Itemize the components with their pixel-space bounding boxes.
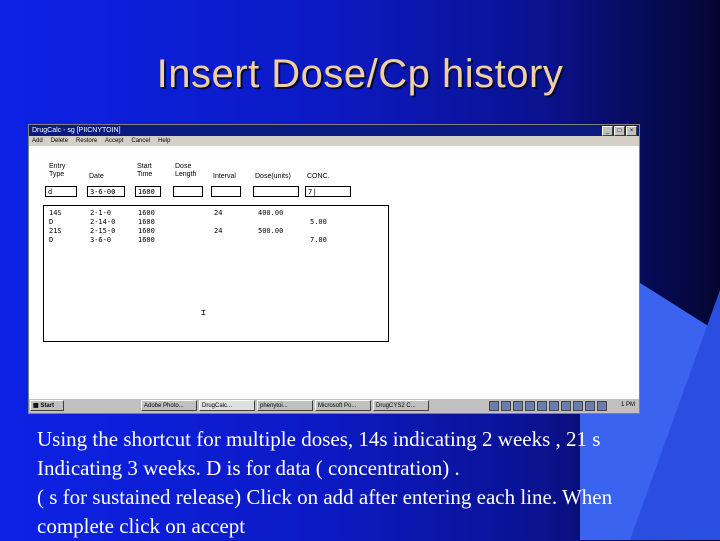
start-button[interactable] [30, 400, 64, 411]
dose-units-input[interactable] [253, 186, 299, 197]
row-interval: 24 [214, 227, 223, 235]
menu-restore[interactable]: Restore [76, 138, 98, 144]
row-conc: 5.00 [310, 218, 327, 226]
task-microsoft-powerpoint[interactable]: Microsoft Po... [315, 400, 371, 411]
tray-icon[interactable] [597, 401, 607, 411]
row-type: D [49, 218, 54, 226]
caption-line: Indicating 3 weeks. D is for data ( concentration) . [37, 456, 460, 480]
task-drugcys2[interactable]: DrugCYS2 C... [373, 400, 429, 411]
menu-accept[interactable]: Accept [105, 138, 124, 144]
start-label: Start [40, 403, 55, 409]
row-dose: 500.00 [258, 227, 284, 235]
tray-icon[interactable] [501, 401, 511, 411]
header-date: Date [89, 173, 104, 180]
menu-cancel[interactable]: Cancel [131, 138, 151, 144]
slide-caption [37, 425, 707, 541]
caption-line: Using the shortcut for multiple doses, 14s indicating 2 weeks , 21 s [37, 427, 601, 451]
history-list[interactable] [43, 205, 389, 342]
tray-icon[interactable] [561, 401, 571, 411]
conc-input[interactable]: 7| [305, 186, 351, 197]
taskbar-clock: 1 PM [620, 402, 635, 408]
task-drugcalc[interactable]: DrugCalc... [199, 400, 255, 411]
list-item[interactable] [44, 236, 388, 245]
slide-title: Insert Dose/Cp history [156, 52, 564, 96]
list-item[interactable] [44, 218, 388, 227]
text-cursor-icon: ⌶ [201, 308, 206, 317]
system-tray [489, 400, 607, 411]
window-controls [602, 126, 637, 136]
row-date: 2-15-0 [90, 227, 116, 235]
start-time-input[interactable]: 1600 [135, 186, 161, 197]
interval-input[interactable] [211, 186, 241, 197]
row-dose: 400.00 [258, 209, 284, 217]
header-conc: CONC. [307, 173, 330, 180]
tray-icon[interactable] [573, 401, 583, 411]
task-adobe-photoshop[interactable]: Adobe Photo... [141, 400, 197, 411]
maximize-button[interactable]: □ [614, 126, 625, 136]
window-title: DrugCalc - sg [PIICNYTOIN] [32, 127, 121, 134]
tray-icon[interactable] [525, 401, 535, 411]
header-start-time: Start Time [137, 163, 153, 178]
close-button[interactable]: × [626, 126, 637, 136]
windows-logo-icon: ▦ [33, 403, 39, 409]
header-entry-type: Entry Type [49, 163, 66, 178]
header-dose-length: Dose Length [175, 163, 197, 178]
row-type: 14S [49, 209, 62, 217]
list-item[interactable] [44, 227, 388, 236]
row-time: 1600 [138, 209, 155, 217]
tray-icon[interactable] [537, 401, 547, 411]
list-item[interactable] [44, 209, 388, 218]
header-dose-units: Dose(units) [255, 173, 291, 180]
row-conc: 7.00 [310, 236, 327, 244]
minimize-button[interactable]: _ [602, 126, 613, 136]
row-date: 3-6-0 [90, 236, 112, 244]
row-interval: 24 [214, 209, 223, 217]
windows-taskbar [29, 398, 639, 413]
row-type: D [49, 236, 54, 244]
tray-icon[interactable] [513, 401, 523, 411]
tray-icon[interactable] [585, 401, 595, 411]
dose-length-input[interactable] [173, 186, 203, 197]
caption-line: ( s for sustained release) Click on add after entering each line. When [37, 485, 613, 509]
row-time: 1600 [138, 218, 155, 226]
menu-help[interactable]: Help [158, 138, 171, 144]
row-date: 2-1-0 [90, 209, 112, 217]
row-type: 21S [49, 227, 62, 235]
date-input[interactable]: 3-6-00 [87, 186, 125, 197]
entry-type-input[interactable]: d [45, 186, 77, 197]
drugcalc-screenshot [28, 124, 640, 414]
row-date: 2-14-0 [90, 218, 116, 226]
header-interval: Interval [213, 173, 236, 180]
window-titlebar [29, 125, 639, 136]
tray-icon[interactable] [489, 401, 499, 411]
menu-add[interactable]: Add [32, 138, 43, 144]
row-time: 1600 [138, 236, 155, 244]
tray-icon[interactable] [549, 401, 559, 411]
caption-line: complete click on accept [37, 514, 246, 538]
menu-bar [29, 136, 639, 146]
menu-delete[interactable]: Delete [50, 138, 69, 144]
task-phenytoin[interactable]: phenytoi... [257, 400, 313, 411]
row-time: 1600 [138, 227, 155, 235]
